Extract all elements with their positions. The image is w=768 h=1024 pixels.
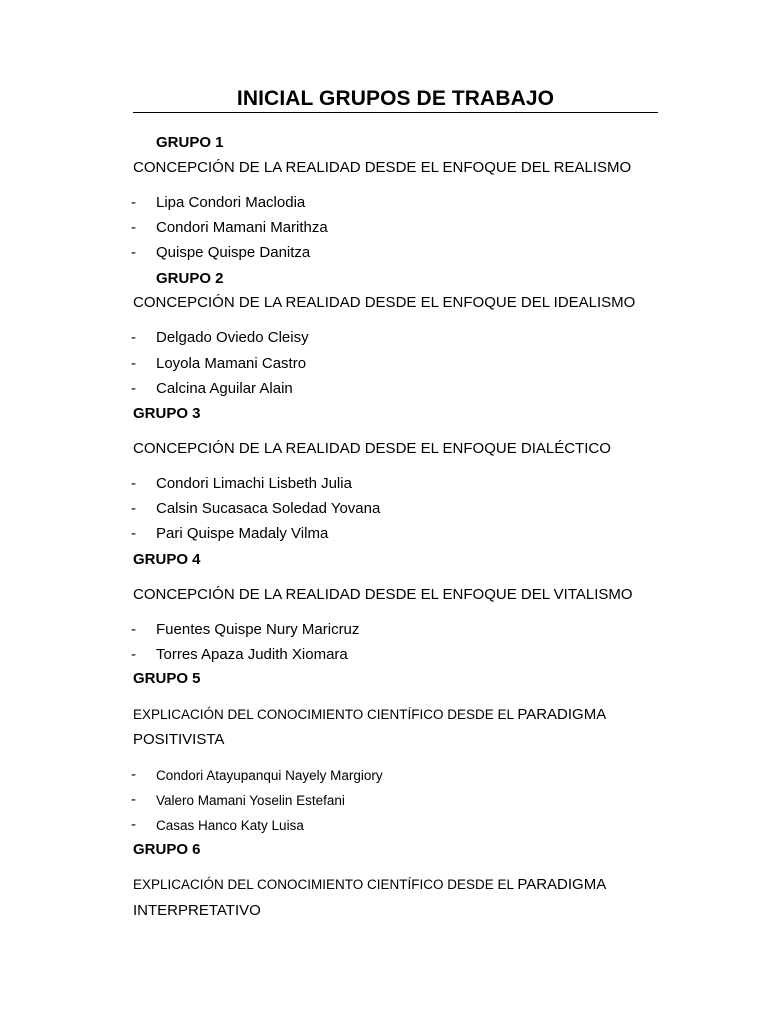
group-6-topic-lead: EXPLICACIÓN DEL CONOCIMIENTO CIENTÍFICO DESDE EL bbox=[133, 877, 518, 892]
group-5-topic-line-2: POSITIVISTA bbox=[133, 731, 225, 748]
group-2-topic: CONCEPCIÓN DE LA REALIDAD DESDE EL ENFOQUE DEL IDEALISMO bbox=[133, 294, 636, 311]
bullet-dash: - bbox=[131, 816, 136, 833]
group-1-member-2: Condori Mamani Marithza bbox=[156, 219, 328, 236]
bullet-dash: - bbox=[131, 380, 136, 397]
group-3-topic: CONCEPCIÓN DE LA REALIDAD DESDE EL ENFOQUE DIALÉCTICO bbox=[133, 440, 611, 457]
bullet-dash: - bbox=[131, 355, 136, 372]
document-title: INICIAL GRUPOS DE TRABAJO bbox=[236, 87, 555, 110]
title-underline bbox=[133, 112, 658, 113]
group-6-topic-line-2: INTERPRETATIVO bbox=[133, 902, 261, 919]
bullet-dash: - bbox=[131, 329, 136, 346]
bullet-dash: - bbox=[131, 244, 136, 261]
group-4-topic: CONCEPCIÓN DE LA REALIDAD DESDE EL ENFOQUE DEL VITALISMO bbox=[133, 586, 633, 603]
bullet-dash: - bbox=[131, 219, 136, 236]
group-5-heading: GRUPO 5 bbox=[133, 670, 201, 687]
group-2-member-1: Delgado Oviedo Cleisy bbox=[156, 329, 309, 346]
group-4-member-1: Fuentes Quispe Nury Maricruz bbox=[156, 621, 360, 638]
bullet-dash: - bbox=[131, 646, 136, 663]
group-6-heading: GRUPO 6 bbox=[133, 841, 201, 858]
group-5-member-2: Valero Mamani Yoselin Estefani bbox=[156, 793, 345, 808]
group-2-heading: GRUPO 2 bbox=[156, 270, 224, 287]
bullet-dash: - bbox=[131, 621, 136, 638]
group-5-member-1: Condori Atayupanqui Nayely Margiory bbox=[156, 768, 383, 783]
group-6-topic-line-1 bbox=[133, 875, 606, 895]
bullet-dash: - bbox=[131, 525, 136, 542]
group-5-topic-tail: PARADIGMA bbox=[517, 706, 607, 723]
group-1-member-3: Quispe Quispe Danitza bbox=[156, 244, 311, 261]
bullet-dash: - bbox=[131, 194, 136, 211]
group-5-topic-lead: EXPLICACIÓN DEL CONOCIMIENTO CIENTÍFICO DESDE EL bbox=[133, 707, 518, 722]
group-5-topic-line-1 bbox=[133, 705, 606, 725]
group-2-member-3: Calcina Aguilar Alain bbox=[156, 380, 293, 397]
group-6-topic-tail: PARADIGMA bbox=[517, 876, 607, 893]
group-4-member-2: Torres Apaza Judith Xiomara bbox=[156, 646, 348, 663]
group-1-member-1: Lipa Condori Maclodia bbox=[156, 194, 306, 211]
group-3-heading: GRUPO 3 bbox=[133, 405, 201, 422]
group-3-member-3: Pari Quispe Madaly Vilma bbox=[156, 525, 329, 542]
group-3-member-2: Calsin Sucasaca Soledad Yovana bbox=[156, 500, 381, 517]
group-3-member-1: Condori Limachi Lisbeth Julia bbox=[156, 475, 352, 492]
bullet-dash: - bbox=[131, 500, 136, 517]
bullet-dash: - bbox=[131, 766, 136, 783]
bullet-dash: - bbox=[131, 475, 136, 492]
group-1-heading: GRUPO 1 bbox=[156, 134, 224, 151]
group-5-member-3: Casas Hanco Katy Luisa bbox=[156, 818, 304, 833]
group-2-member-2: Loyola Mamani Castro bbox=[156, 355, 307, 372]
bullet-dash: - bbox=[131, 791, 136, 808]
group-4-heading: GRUPO 4 bbox=[133, 551, 201, 568]
group-1-topic: CONCEPCIÓN DE LA REALIDAD DESDE EL ENFOQUE DEL REALISMO bbox=[133, 159, 632, 176]
